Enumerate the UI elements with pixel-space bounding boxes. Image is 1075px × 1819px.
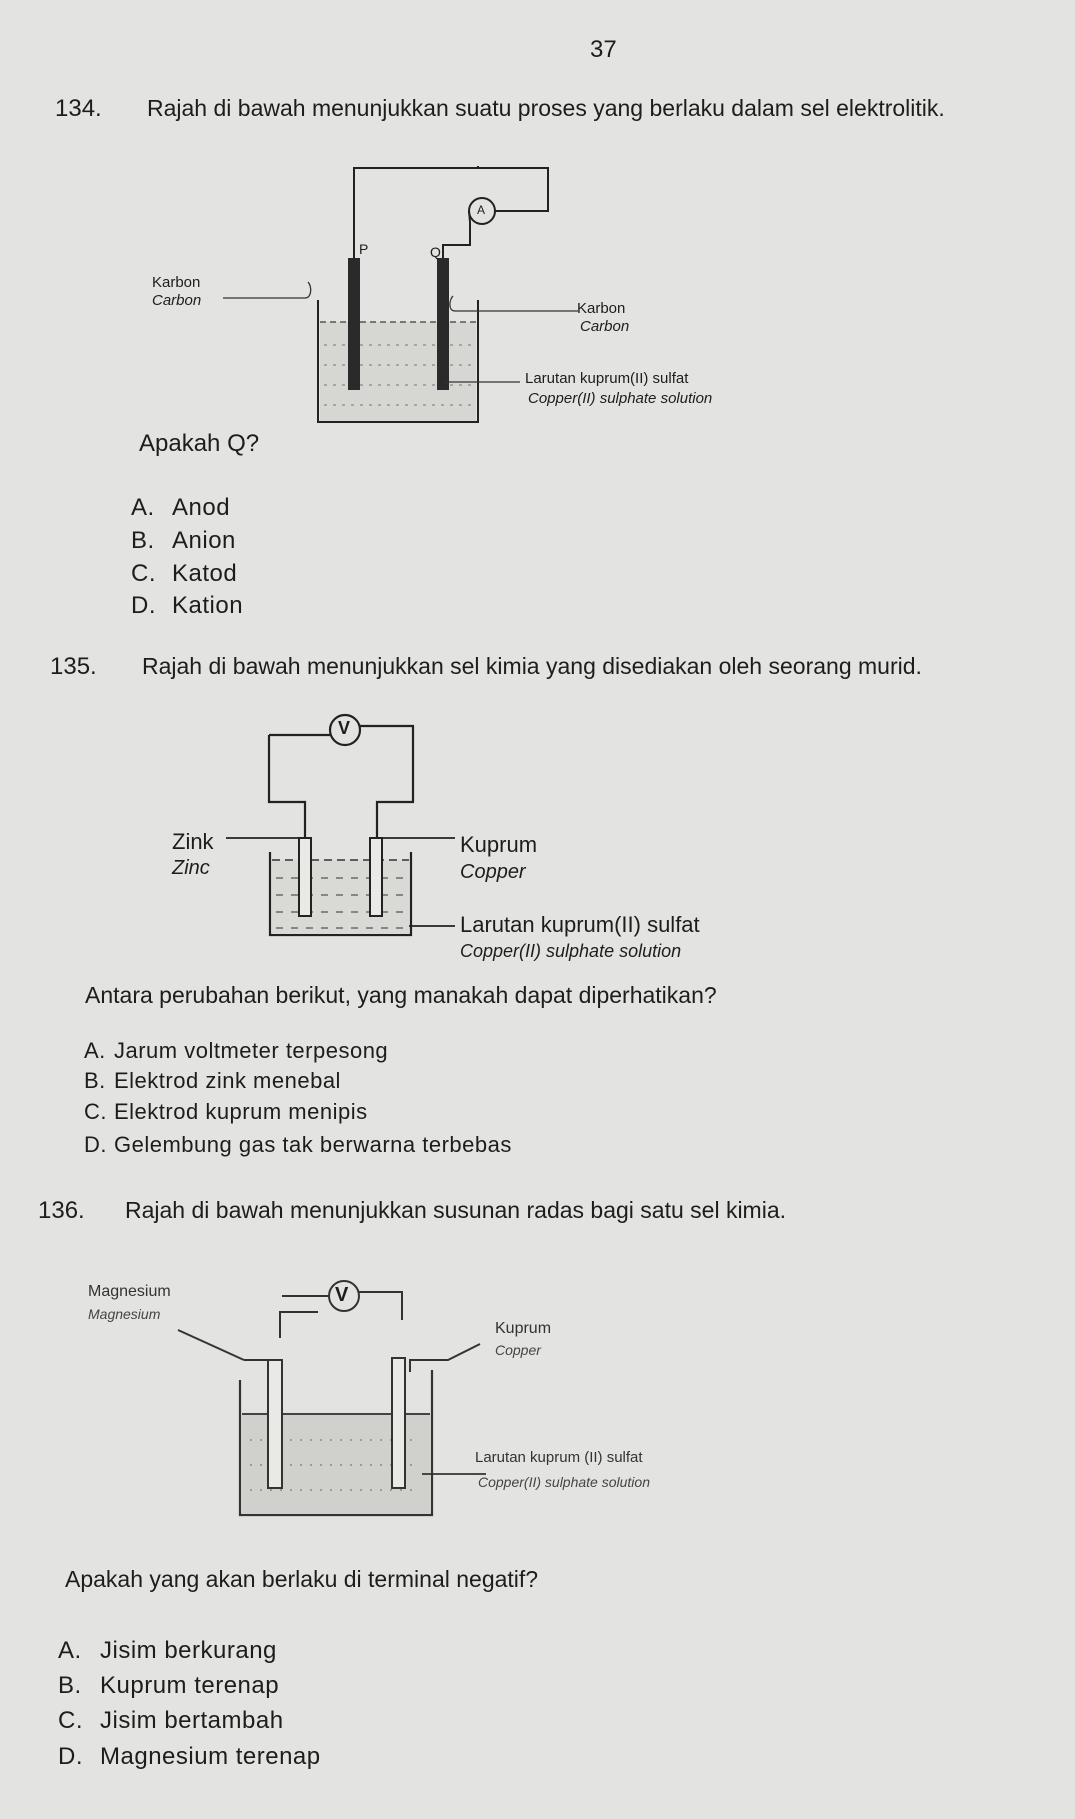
q135-left-label-ms: Zink [172, 829, 214, 854]
label-p: P [359, 241, 369, 257]
q135-solution-label-en: Copper(II) sulphate solution [460, 941, 682, 961]
q134-option-c-letter[interactable]: C. [131, 560, 156, 587]
q134-right-label-ms: Karbon [577, 300, 626, 317]
q134-question: Apakah Q? [139, 430, 260, 457]
q134-option-b[interactable]: Anion [172, 527, 236, 554]
q136-solution-label-en: Copper(II) sulphate solution [478, 1474, 650, 1490]
label-q: Q [430, 244, 441, 260]
q136-option-d[interactable]: Magnesium terenap [100, 1743, 321, 1770]
q136-left-label-ms: Magnesium [88, 1283, 171, 1300]
q134-option-c[interactable]: Katod [172, 560, 238, 587]
q136-option-c[interactable]: Jisim bertambah [100, 1707, 284, 1734]
voltmeter-2-label: V [335, 1284, 349, 1306]
q135-solution-label-ms: Larutan kuprum(II) sulfat [460, 912, 700, 937]
q134-option-a-letter[interactable]: A. [131, 494, 155, 521]
q135-option-b[interactable]: Elektrod zink menebal [114, 1068, 341, 1093]
q135-option-c-letter[interactable]: C. [84, 1099, 107, 1124]
q136-number: 136. [38, 1197, 85, 1224]
q134-left-label-ms: Karbon [152, 274, 201, 291]
copper-electrode-2 [392, 1358, 405, 1488]
page-number: 37 [590, 36, 617, 63]
q134-option-d-letter[interactable]: D. [131, 592, 156, 619]
ammeter-label: A [477, 203, 486, 217]
q134-solution-label-en: Copper(II) sulphate solution [528, 390, 713, 407]
q136-question: Apakah yang akan berlaku di terminal negatif? [65, 1566, 539, 1592]
q135-question: Antara perubahan berikut, yang manakah dapat diperhatikan? [85, 982, 717, 1008]
q134-stem: Rajah di bawah menunjukkan suatu proses yang berlaku dalam sel elektrolitik. [147, 95, 945, 121]
q136-option-b-letter[interactable]: B. [58, 1672, 82, 1699]
q136-option-a-letter[interactable]: A. [58, 1637, 82, 1664]
q135-option-b-letter[interactable]: B. [84, 1068, 106, 1093]
q136-stem: Rajah di bawah menunjukkan susunan radas bagi satu sel kimia. [125, 1197, 787, 1223]
q135-option-c[interactable]: Elektrod kuprum menipis [114, 1099, 368, 1124]
q136-option-c-letter[interactable]: C. [58, 1707, 83, 1734]
q134-option-a[interactable]: Anod [172, 494, 231, 521]
q136-option-a[interactable]: Jisim berkurang [100, 1637, 277, 1664]
q134-option-b-letter[interactable]: B. [131, 527, 155, 554]
q135-option-d[interactable]: Gelembung gas tak berwarna terbebas [114, 1132, 512, 1157]
q135-stem: Rajah di bawah menunjukkan sel kimia yang disediakan oleh seorang murid. [142, 653, 922, 679]
q135-number: 135. [50, 653, 97, 680]
q136-option-b[interactable]: Kuprum terenap [100, 1672, 280, 1699]
q136-left-label-en: Magnesium [88, 1306, 161, 1322]
q134-option-d[interactable]: Kation [172, 592, 244, 619]
q134-left-label-en: Carbon [152, 292, 202, 309]
q135-option-d-letter[interactable]: D. [84, 1132, 107, 1157]
q135-left-label-en: Zinc [172, 857, 210, 879]
q136-option-d-letter[interactable]: D. [58, 1743, 83, 1770]
q136-right-label-en: Copper [495, 1342, 541, 1358]
q134-right-label-en: Carbon [580, 318, 630, 335]
magnesium-electrode [268, 1360, 282, 1488]
q135-option-a-letter[interactable]: A. [84, 1038, 106, 1063]
q134-solution-label-ms: Larutan kuprum(II) sulfat [525, 370, 689, 387]
q135-right-label-en: Copper [460, 861, 526, 883]
q135-option-a[interactable]: Jarum voltmeter terpesong [114, 1038, 389, 1063]
q136-right-label-ms: Kuprum [495, 1320, 552, 1337]
q136-solution-label-ms: Larutan kuprum (II) sulfat [475, 1449, 643, 1466]
q134-number: 134. [55, 95, 102, 122]
voltmeter-label: V [338, 718, 351, 738]
q135-right-label-ms: Kuprum [460, 832, 538, 857]
